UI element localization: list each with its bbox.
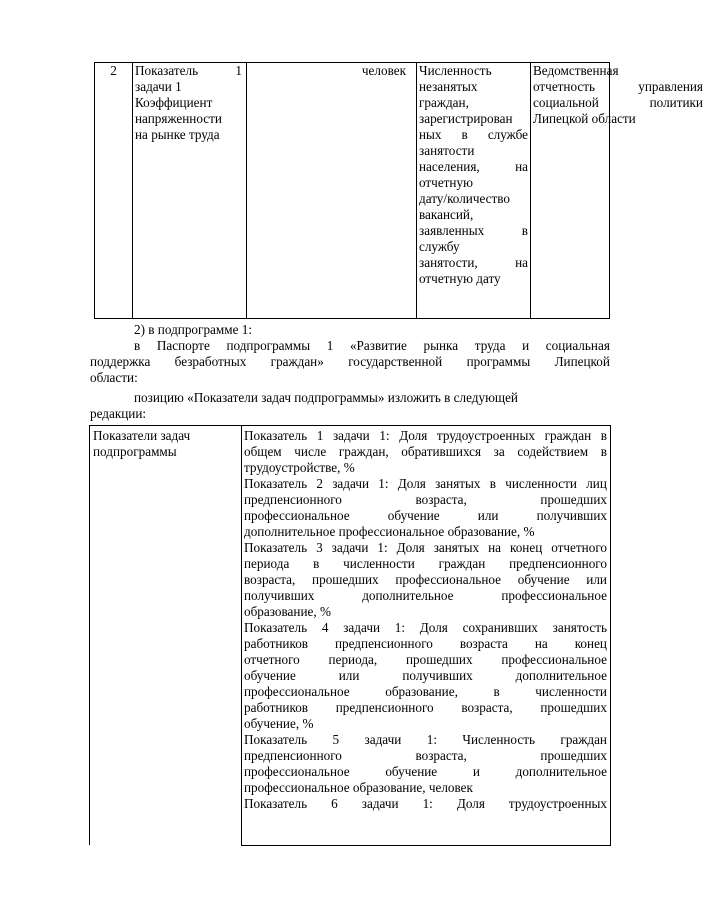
word: возраста,	[461, 700, 513, 715]
word: 1	[326, 338, 334, 353]
word: Ведомственная	[533, 63, 619, 78]
word: отчетность	[533, 79, 596, 94]
word: 5	[332, 732, 340, 747]
word: дополнительное	[515, 668, 607, 683]
text-line	[244, 508, 607, 524]
word: Численность	[462, 732, 535, 747]
word: прошедших	[540, 748, 607, 763]
word: граждан»	[270, 354, 324, 369]
text-line	[244, 764, 607, 780]
text-line	[244, 620, 607, 636]
word: на	[534, 636, 548, 651]
word: в	[600, 428, 607, 443]
paragraph-subprogram: 2) в подпрограмме 1:	[134, 322, 252, 337]
word: прошедших	[540, 492, 607, 507]
paragraph-passport-line3: области:	[90, 370, 138, 385]
text-line	[244, 460, 607, 476]
word: поддержка	[90, 354, 151, 369]
row-number: 2	[110, 63, 117, 78]
word: конец	[509, 540, 543, 555]
word: в	[313, 556, 320, 571]
word: профессиональное	[501, 652, 607, 667]
word: и	[472, 764, 480, 779]
word: Численность	[419, 63, 492, 78]
paragraph-position: позицию «Показатели задач подпрограммы» изложить в следующей	[134, 390, 518, 405]
word: 1:	[378, 476, 389, 491]
word: предпенсионного	[244, 492, 342, 507]
word: дополнительное	[515, 764, 607, 779]
word: занятости,	[419, 255, 478, 270]
word: содействием	[517, 444, 589, 459]
word: 6	[331, 796, 338, 811]
word: трудоустроенных	[436, 428, 535, 443]
word: программы	[466, 354, 531, 369]
word: на	[488, 540, 501, 555]
text-line	[533, 111, 703, 127]
text-line	[244, 700, 607, 716]
word: в	[489, 476, 496, 491]
text-line	[244, 444, 607, 460]
word: Показатель	[244, 620, 308, 635]
word: дату/количество	[419, 191, 511, 206]
word: Доля	[419, 620, 448, 635]
word: и	[522, 338, 530, 353]
text-line	[244, 668, 607, 684]
text-line	[419, 63, 528, 79]
word: численности	[535, 684, 607, 699]
word: 1:	[394, 620, 406, 635]
word: возраста	[459, 636, 508, 651]
word: возраста,	[244, 572, 296, 587]
text-line	[533, 63, 703, 79]
word: или	[338, 668, 360, 683]
formula-cell	[417, 63, 531, 318]
text-line	[244, 780, 607, 796]
word: лиц	[586, 476, 607, 491]
word: обучение	[517, 572, 570, 587]
row-number-cell	[95, 63, 133, 318]
word: общем	[244, 444, 282, 459]
text-line	[244, 748, 607, 764]
word: занятых	[435, 476, 481, 491]
word: предпенсионного	[244, 748, 342, 763]
indicator-name-line: Коэффициент	[135, 95, 213, 110]
word: за	[493, 444, 505, 459]
text-line	[419, 95, 528, 111]
text-line	[244, 716, 607, 732]
word: отчетного	[551, 540, 607, 555]
word: отчетную дату	[419, 271, 501, 286]
word: профессиональное	[244, 764, 350, 779]
word: в	[134, 338, 141, 353]
word: на	[515, 159, 528, 174]
text-line	[244, 684, 607, 700]
word: обратившихся	[401, 444, 482, 459]
word: службе	[487, 127, 528, 142]
word: профессиональное	[244, 684, 350, 699]
text-line	[533, 79, 703, 95]
word: 4	[321, 620, 329, 635]
word: трудоустроенных	[508, 796, 607, 811]
word: социальной	[533, 95, 599, 110]
text-line	[244, 588, 607, 604]
indicator-table-row	[94, 62, 703, 319]
text-line	[244, 604, 607, 620]
word: образование,	[385, 684, 458, 699]
indicator-name-line: напряженности	[135, 111, 222, 126]
paragraph-passport-line2	[90, 354, 610, 370]
word: в	[493, 684, 500, 699]
word: задачи	[343, 620, 381, 635]
word: задачи	[332, 476, 370, 491]
indicator-name-line: Показатель	[135, 63, 199, 78]
word: труда	[474, 338, 506, 353]
text-line	[244, 732, 607, 748]
word: конец	[574, 636, 607, 651]
word: задачи	[331, 540, 369, 555]
word: Паспорте	[156, 338, 210, 353]
word: граждан	[544, 428, 592, 443]
word: предпенсионного	[334, 636, 433, 651]
word: 1:	[422, 796, 433, 811]
word: занятости	[419, 143, 475, 158]
word: на	[515, 255, 528, 270]
word: 1	[316, 428, 324, 443]
text-line	[419, 191, 528, 207]
word: обучение, %	[244, 716, 314, 731]
word: профессиональное	[395, 572, 501, 587]
word: периода	[244, 556, 290, 571]
text-line	[90, 354, 610, 370]
word: политики	[649, 95, 703, 110]
word: прошедших	[540, 700, 607, 715]
indicator-number: 1	[235, 63, 242, 78]
text-line	[419, 223, 528, 239]
word: профессиональное	[501, 588, 607, 603]
word: граждан	[438, 556, 486, 571]
word: заявленных	[419, 223, 485, 238]
word: сохранивших	[462, 620, 538, 635]
indicators-label-line: Показатели задач	[93, 428, 191, 443]
word: получивших	[536, 508, 607, 523]
word: в	[461, 127, 468, 142]
word: Доля	[456, 796, 485, 811]
text-line	[419, 175, 528, 191]
word: управления	[638, 79, 703, 94]
text-line	[533, 95, 703, 111]
word: Показатель	[244, 540, 308, 555]
text-line	[134, 338, 610, 354]
word: обучение	[385, 764, 438, 779]
word: граждан,	[419, 95, 469, 110]
word: вакансий,	[419, 207, 474, 222]
text-line	[244, 796, 607, 812]
text-line	[419, 255, 528, 271]
word: численности	[343, 556, 415, 571]
word: Показатель	[244, 796, 308, 811]
word: возраста,	[415, 748, 467, 763]
word: работников	[244, 700, 309, 715]
text-line	[244, 636, 607, 652]
word: дополнительное	[362, 588, 454, 603]
text-line	[419, 159, 528, 175]
text-line	[244, 476, 607, 492]
text-line	[419, 239, 528, 255]
word: трудоустройстве, %	[244, 460, 355, 475]
text-line	[244, 428, 607, 444]
word: периода,	[328, 652, 378, 667]
paragraph-edition: редакции:	[90, 406, 147, 421]
word: 1:	[426, 732, 437, 747]
word: Липецкой области	[533, 111, 636, 126]
word: прошедших	[312, 572, 379, 587]
word: зарегистрирован	[419, 111, 513, 126]
word: задачи	[332, 428, 370, 443]
indicator-name-line: задачи 1	[135, 79, 182, 94]
word: Показатель	[244, 732, 308, 747]
word: государственной	[348, 354, 443, 369]
text-line	[419, 111, 528, 127]
word: дополнительное профессиональное образование, %	[244, 524, 535, 539]
word: обучение	[387, 508, 440, 523]
word: Липецкой	[554, 354, 610, 369]
word: получивших	[244, 588, 315, 603]
word: 1:	[379, 428, 390, 443]
indicators-label-cell	[90, 426, 242, 845]
indicators-list-cell	[242, 428, 610, 812]
text-line	[419, 79, 528, 95]
indicators-table	[89, 425, 611, 845]
text-line	[419, 127, 528, 143]
word: профессиональное образование, человек	[244, 780, 473, 795]
word: прошедших	[405, 652, 473, 667]
text-line	[419, 207, 528, 223]
word: или	[477, 508, 499, 523]
word: рынка	[423, 338, 459, 353]
text-line	[244, 492, 607, 508]
word: граждан	[560, 732, 607, 747]
word: отчетного	[244, 652, 300, 667]
word: граждан,	[338, 444, 389, 459]
word: занятых	[433, 540, 480, 555]
word: возраста,	[415, 492, 467, 507]
word: работников	[244, 636, 309, 651]
indicator-name-line: на рынке труда	[135, 127, 220, 142]
text-line	[244, 652, 607, 668]
word: социальная	[545, 338, 610, 353]
word: предпенсионного	[509, 556, 607, 571]
source-cell	[531, 63, 703, 318]
word: занятость	[552, 620, 607, 635]
text-line	[419, 143, 528, 159]
word: или	[586, 572, 607, 587]
word: задачи	[361, 796, 399, 811]
word: безработных	[174, 354, 247, 369]
word: предпенсионного	[335, 700, 434, 715]
text-line	[419, 271, 528, 287]
indicators-label-line: подпрограммы	[93, 444, 177, 459]
word: населения,	[419, 159, 480, 174]
paragraph-passport-line1	[134, 338, 610, 354]
word: 1:	[377, 540, 388, 555]
word: Доля	[399, 428, 428, 443]
word: в	[521, 223, 528, 238]
unit-text: человек	[361, 63, 406, 78]
word: получивших	[402, 668, 473, 683]
word: задачи	[364, 732, 402, 747]
text-line	[244, 524, 607, 540]
word: обучение	[244, 668, 296, 683]
word: в	[600, 444, 607, 459]
word: «Развитие	[349, 338, 407, 353]
indicator-name-cell	[133, 63, 247, 318]
word: незанятых	[419, 79, 478, 94]
word: Показатель	[244, 476, 308, 491]
word: Доля	[397, 476, 426, 491]
text-line	[244, 556, 607, 572]
word: Показатель	[244, 428, 308, 443]
word: 2	[316, 476, 323, 491]
word: профессиональное	[244, 508, 350, 523]
text-line	[244, 572, 607, 588]
unit-cell	[247, 63, 417, 318]
word: Доля	[396, 540, 425, 555]
text-line	[244, 540, 607, 556]
word: ных	[419, 127, 442, 142]
word: отчетную	[419, 175, 473, 190]
word: 3	[316, 540, 323, 555]
word: службу	[419, 239, 460, 254]
word: образование, %	[244, 604, 331, 619]
table-row-divider	[241, 845, 611, 846]
word: числе	[294, 444, 327, 459]
word: подпрограммы	[226, 338, 311, 353]
word: численности	[505, 476, 577, 491]
